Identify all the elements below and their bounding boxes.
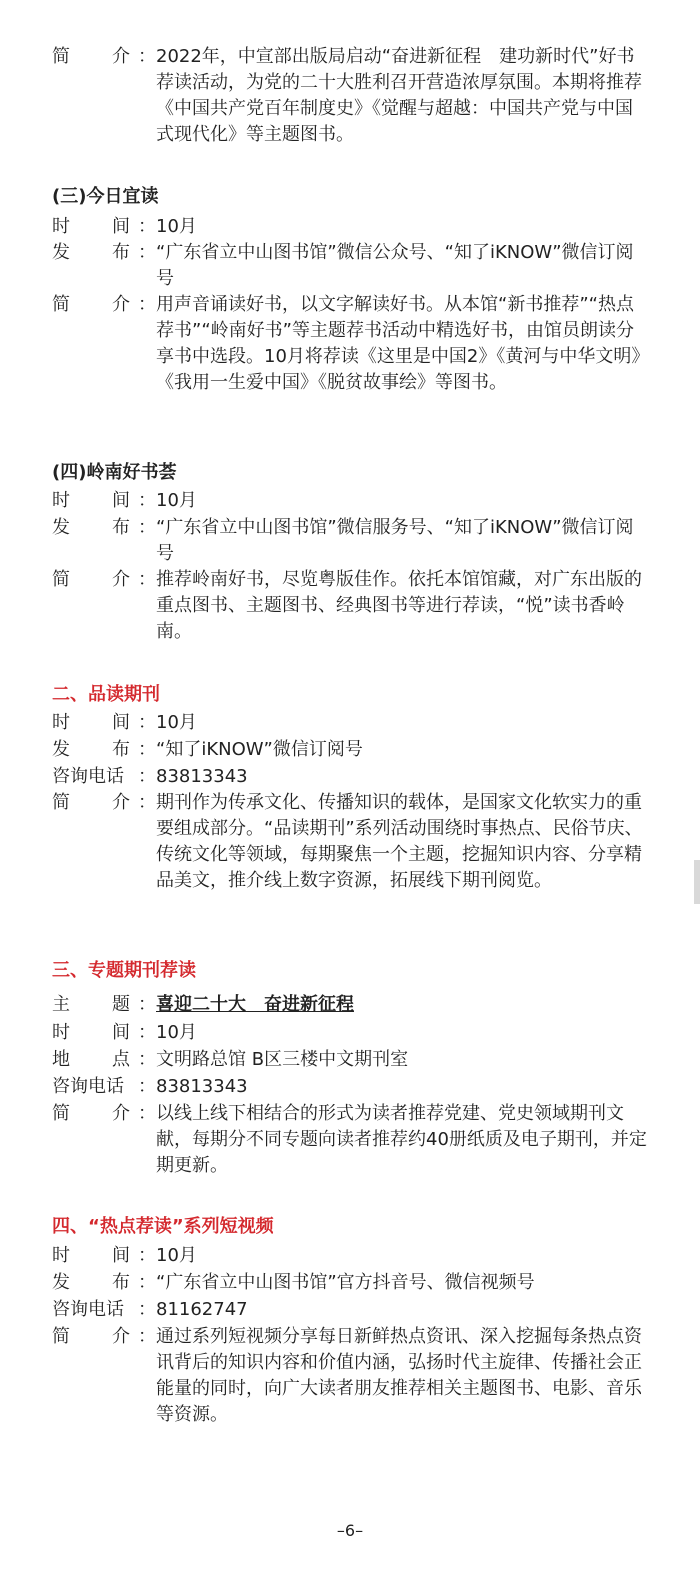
label-char: 间 <box>112 216 130 237</box>
label-char: 间 <box>112 1245 130 1266</box>
publish-value: “知了iKNOW”微信订阅号 <box>156 739 363 760</box>
page-edge-tab <box>694 860 700 904</box>
phone-label: 咨询电话 <box>52 1299 124 1320</box>
section-heading: (四)岭南好书荟 <box>52 462 177 483</box>
label-char: 布 <box>112 517 130 538</box>
theme-value: 喜迎二十大 奋进新征程 <box>156 994 354 1015</box>
label-char: 时 <box>52 712 70 733</box>
label-char: 发 <box>52 242 70 263</box>
time-value: 10月 <box>156 712 197 733</box>
time-value: 10月 <box>156 490 197 511</box>
label-char: 间 <box>112 1022 130 1043</box>
label-char: 介 <box>112 1103 130 1124</box>
label-char: 发 <box>52 1272 70 1293</box>
label-char: 简 <box>52 569 70 590</box>
label-char: 发 <box>52 739 70 760</box>
publish-value: “广东省立中山图书馆”微信服务号、“知了iKNOW”微信订阅号 <box>156 517 634 564</box>
intro-text: 推荐岭南好书，尽览粤版佳作。依托本馆馆藏，对广东出版的重点图书、主题图书、经典图书等进行荐读，“悦”读书香岭南。 <box>156 569 642 642</box>
label-char: 时 <box>52 216 70 237</box>
phone-label: 咨询电话 <box>52 1076 124 1097</box>
place-value: 文明路总馆 B区三楼中文期刊室 <box>156 1049 409 1070</box>
label-char: 地 <box>52 1049 70 1070</box>
label-char: 主 <box>52 994 70 1015</box>
phone-value: 81162747 <box>156 1299 248 1320</box>
intro-text: 通过系列短视频分享每日新鲜热点资讯、深入挖掘每条热点资讯背后的知识内容和价值内涵，弘扬时代主旋律、传播社会正能量的同时，向广大读者朋友推荐相关主题图书、电影、音乐等资源。 <box>156 1326 642 1425</box>
label-char: 简 <box>52 294 70 315</box>
intro-text: 2022年，中宣部出版局启动“奋进新征程 建功新时代”好书荐读活动，为党的二十大胜利召开营造浓厚氛围。本期将推荐《中国共产党百年制度史》《觉醒与超越：中国共产党与中国式现代化》等主题图书。 <box>156 46 642 145</box>
label-char: 点 <box>112 1049 130 1070</box>
publish-value: “广东省立中山图书馆”微信公众号、“知了iKNOW”微信订阅号 <box>156 242 634 289</box>
intro-text: 以线上线下相结合的形式为读者推荐党建、党史领域期刊文献，每期分不同专题向读者推荐约40册纸质及电子期刊，并定期更新。 <box>156 1103 647 1176</box>
label-char: 布 <box>112 739 130 760</box>
intro-text: 期刊作为传承文化、传播知识的载体，是国家文化软实力的重要组成部分。“品读期刊”系列活动围绕时事热点、民俗节庆、传统文化等领域，每期聚焦一个主题，挖掘知识内容、分享精品美文，推介线上数字资源，拓展线下期刊阅览。 <box>156 792 643 891</box>
label-char: 间 <box>112 490 130 511</box>
label-char: 间 <box>112 712 130 733</box>
label-char: 介 <box>112 294 130 315</box>
section-heading: (三)今日宜读 <box>52 186 159 207</box>
document-page: 简 介 ： 2022年，中宣部出版局启动“奋进新征程 建功新时代”好书荐读活动，为党的二十大胜利召开营造浓厚氛围。本期将推荐《中国共产党百年制度史》《觉醒与超越：中国共产党与中国式现代化》等主题图书。 (三)今日宜读 时 间 ： 10月 发 布 ： “广东省立中山图书馆”微信公众号、“知了iKNOW”微信订阅号 简 介 ： 用声音诵读好书，以文字解读好书。从本馆“新书推荐”“热点荐书”“岭南好书”等主题荐书活动中精选好书，由馆员朗读分享书中选段。10月将荐读《这里是中国2》《黄河与中华文明》《我用一生爱中国》《脱贫故事绘》等图书。 (四)岭南好书荟 时 间 ： 10月 发 布 ： “广东省立中山图书馆”微信服务号、“知了iKNOW”微信订阅号 简 介 ： 推荐岭南好书，尽览粤版佳作。依托本馆馆藏，对广东出版的重点图书、主题图书、经典图书等进行荐读，“悦”读书香岭南。 二、品读期刊 时 间 ： 10月 发 布 ： “知了iKNOW”微信订阅号 咨询电话 ： 83813343 简 介 ： 期刊作为传承文化、传播知识的载体，是国家文化软实力的重要组成部分。“品读期刊”系列活动围绕时事热点、民俗节庆、传统文化等领域，每期聚焦一个主题，挖掘知识内容、分享精品美文，推介线上数字资源，拓展线下期刊阅览。 三、专题期刊荐读 主 题 ： 喜迎二十大 奋进新征程 时 间 ： 10月 地 点 ： 文明路总馆 B区三楼中文期刊室 咨询电话 ： 83813343 简 介 ： 以线上线下相结合的形式为读者推荐党建、党史领域期刊文献，每期分不同专题向读者推荐约40册纸质及电子期刊，并定期更新。 四、“热点荐读”系列短视频 时 间 ： 10月 发 布 ： “广东省立中山图书馆”官方抖音号、微信视频号 咨询电话 ： 81162747 简 介 ： 通过系列短视频分享每日新鲜热点资讯、深入挖掘每条热点资讯背后的知识内容和价值内涵，弘扬时代主旋律、传播社会正能量的同时，向广大读者朋友推荐相关主题图书、电影、音乐等资源。 –6– <box>0 0 700 1576</box>
label-char: 题 <box>112 994 130 1015</box>
phone-label: 咨询电话 <box>52 766 124 787</box>
label-char: 布 <box>112 1272 130 1293</box>
label-char: 简 <box>52 792 70 813</box>
label-char: 布 <box>112 242 130 263</box>
part-heading: 四、“热点荐读”系列短视频 <box>52 1216 274 1237</box>
label-char: 简 <box>52 1326 70 1347</box>
phone-value: 83813343 <box>156 766 248 787</box>
label-char: 介 <box>112 1326 130 1347</box>
time-value: 10月 <box>156 1022 197 1043</box>
label-char: 介 <box>112 46 130 67</box>
time-value: 10月 <box>156 1245 197 1266</box>
label-char: 时 <box>52 1022 70 1043</box>
label-char: 时 <box>52 490 70 511</box>
label-char: 简 <box>52 1103 70 1124</box>
time-value: 10月 <box>156 216 197 237</box>
page-number: –6– <box>336 1521 364 1540</box>
phone-value: 83813343 <box>156 1076 248 1097</box>
intro-text: 用声音诵读好书，以文字解读好书。从本馆“新书推荐”“热点荐书”“岭南好书”等主题荐书活动中精选好书，由馆员朗读分享书中选段。10月将荐读《这里是中国2》《黄河与中华文明》《我用一生爱中国》《脱贫故事绘》等图书。 <box>156 294 650 393</box>
label-char: 介 <box>112 569 130 590</box>
label-char: 简 <box>52 46 70 67</box>
label-char: 发 <box>52 517 70 538</box>
part-heading: 三、专题期刊荐读 <box>52 960 196 981</box>
publish-value: “广东省立中山图书馆”官方抖音号、微信视频号 <box>156 1272 535 1293</box>
label-char: 时 <box>52 1245 70 1266</box>
label-char: 介 <box>112 792 130 813</box>
part-heading: 二、品读期刊 <box>52 684 160 705</box>
